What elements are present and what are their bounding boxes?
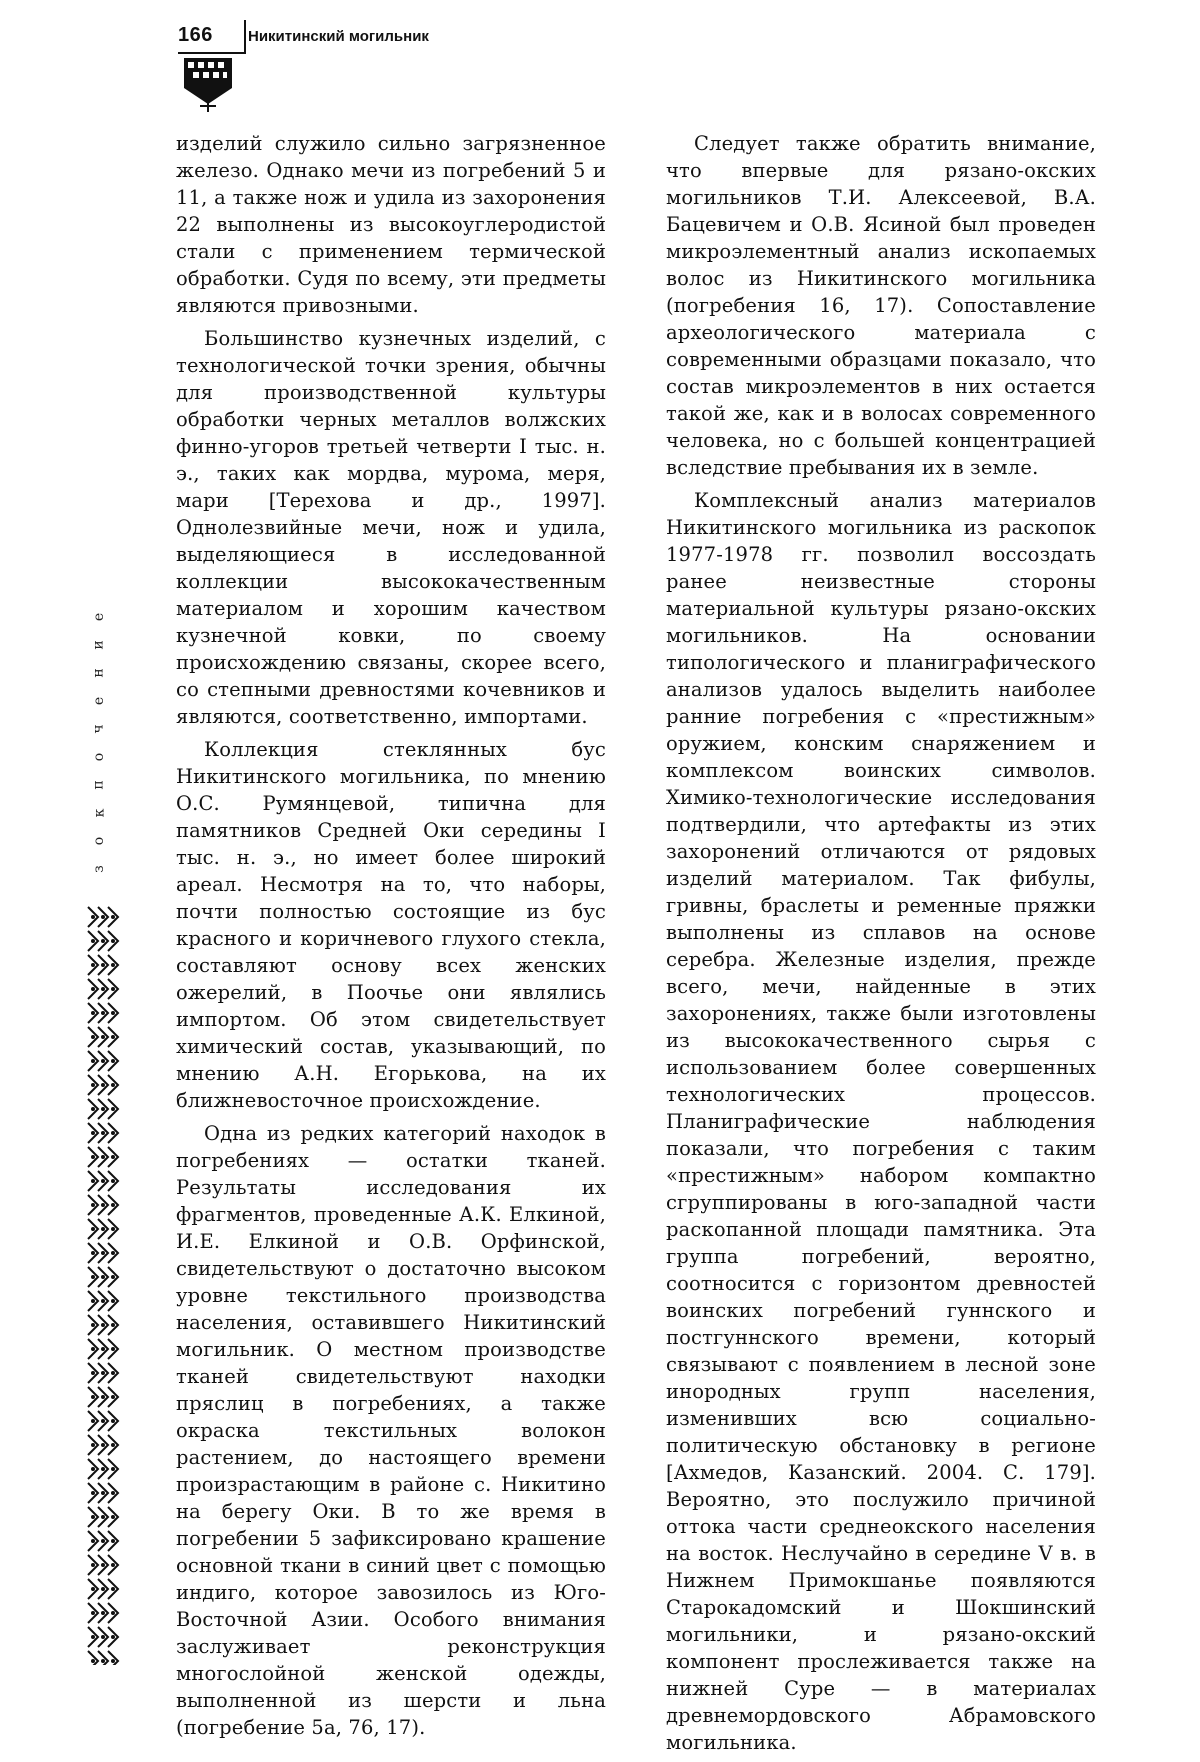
side-label-letter: з (90, 865, 107, 873)
paragraph: Следует также обратить внимание, что впервые для рязано-окских могильников Т.И. Алексеевой, В.А. Бацевичем и О.В. Ясиной был проведен микроэлементный анализ ископаемых волос из Никитинского могильника (погребения 16, 17). Сопоставление археологического материала с современными образцами показало, что состав микроэлементов в них остается такой же, как и в волосах современного человека, но с большей концентрацией вследствие пребывания их в земле. (666, 132, 1096, 479)
paragraph: Большинство кузнечных изделий, с технологической точки зрения, обычны для производственной культуры обработки черных металлов волжских финно-угоров третьей четверти I тыс. н. э., таких как мордва, мурома, меря, мари [Терехова и др., 1997]. Однолезвийные мечи, нож и удила, выделяющиеся в исследованной коллекции высококачественным материалом и хорошим качеством кузнечной ковки, по своему происхождению связаны, скорее всего, со степными древностями кочевников и являются, соответственно, импортами. (176, 327, 606, 728)
running-title: Никитинский могильник (248, 28, 429, 45)
side-label-letter: е (90, 696, 107, 706)
paragraph: Одна из редких категорий находок в погребениях — остатки тканей. Результаты исследования их фрагментов, проведенные А.К. Елкиной, И.Е. Елкиной и О.В. Орфинской, свидетельствуют о достаточно высоком уровне текстильного производства населения, оставившего Никитинский могильник. О местном производстве тканей свидетельствуют находки пряслиц в погребениях, а также окраска текстильных волокон растением, до настоящего времени произрастающим в районе с. Никитино на берегу Оки. В то же время в погребении 5 зафиксировано крашение основной ткани в синий цвет с помощью индиго, которое завозилось из Юго-Восточной Азии. Особого внимания заслуживает реконструкция многослойной женской одежды, выполненной из шерсти и льна (погребение 5а, 76, 17). (176, 1122, 606, 1739)
side-label-letter: к (91, 808, 107, 818)
side-section-label (84, 610, 114, 876)
running-header (178, 14, 678, 114)
side-ornament-icon (86, 905, 120, 1665)
side-label-letter: п (91, 780, 107, 790)
text-column-right (666, 130, 1096, 1762)
page-number: 166 (178, 24, 213, 46)
side-label-letter: ч (90, 724, 107, 734)
paragraph: Коллекция стеклянных бус Никитинского могильника, по мнению О.С. Румянцевой, типична для памятников Средней Оки середины I тыс. н. э., но имеет более широкий ареал. Несмотря на то, что наборы, почти полностью состоящие из бус красного и коричневого глухого стекла, составляют основу всех женских ожерелий, в Поочье они являлись импортом. Об этом свидетельствует химический состав, указывающий, по мнению А.Н. Егорькова, на их ближневосточное происхождение. (176, 738, 606, 1112)
side-label-letter: н (91, 668, 107, 678)
side-label-letter: о (91, 836, 107, 846)
header-divider-vertical (244, 20, 246, 54)
side-label-letter: е (90, 612, 107, 622)
ornament-icon (178, 54, 238, 114)
paragraph: Комплексный анализ материалов Никитинского могильника из раскопок 1977-1978 гг. позволил воссоздать ранее неизвестные стороны материальной культуры рязано-окских могильников. На основании типологического и планиграфического анализов удалось выделить наиболее ранние погребения с «престижным» оружием, конским снаряжением и комплексом воинских символов. Химико-технологические исследования подтвердили, что артефакты из этих захоронений отличаются от рядовых изделий материалом. Так фибулы, гривны, браслеты и ременные пряжки выполнены из сплавов на основе серебра. Железные изделия, прежде всего, мечи, найденные в этих захоронениях, также были изготовлены из высококачественного сырья с использованием более совершенных технологических процессов. Планиграфические наблюдения показали, что погребения с таким «престижным» набором компактно сгруппированы в юго-западной части раскопанной площади памятника. Эта группа погребений, вероятно, соотносится с горизонтом древностей воинских погребений гуннского и постгуннского времени, который связывают с появлением в лесной зоне инородных групп населения, изменивших всю социально-политическую обстановку в регионе [Ахмедов, Казанский. 2004. С. 179]. Вероятно, это послужило причиной оттока части среднеокского населения на восток. Неслучайно в середине V в. в Нижнем Примокшанье появляются Старокадомский и Шокшинский могильники, и рязано-окский компонент прослеживается также на нижней Суре — в материалах древнемордовского Абрамовского могильника. (666, 489, 1096, 1754)
text-column-left (176, 130, 606, 1747)
paragraph: изделий служило сильно загрязненное железо. Однако мечи из погребений 5 и 11, а также нож и удила из захоронения 22 выполнены из высокоуглеродистой стали с применением термической обработки. Судя по всему, эти предметы являются привозными. (176, 132, 606, 317)
side-label-letter: и (91, 640, 107, 650)
side-label-letter: о (91, 752, 107, 762)
